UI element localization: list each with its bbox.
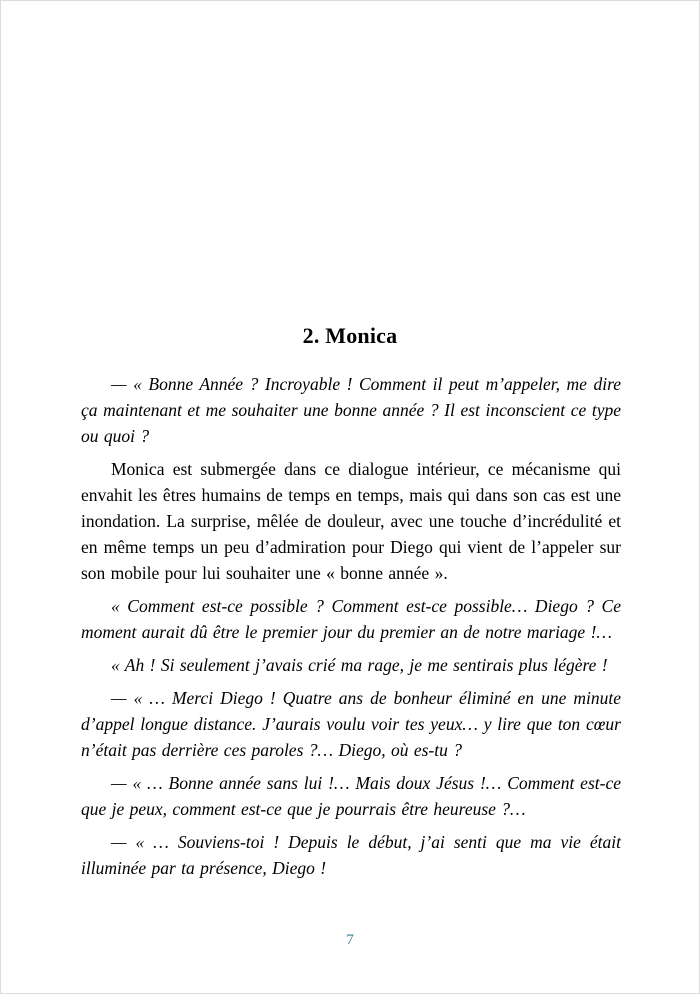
page-number: 7 <box>346 932 354 948</box>
chapter-title: 2. Monica <box>302 323 398 348</box>
paragraph-dialogue-3: « Ah ! Si seulement j’avais crié ma rage, je me sentirais plus légère ! <box>111 655 608 675</box>
paragraph-dialogue-5: — « … Bonne année sans lui !… Mais doux Jésus !… Comment est-ce que je peux, comment est-ce que je pourrais être heureuse ?… <box>81 773 621 819</box>
paragraph-dialogue-4: — « … Merci Diego ! Quatre ans de bonheur éliminé en une minute d’appel longue distance. J’aurais voulu voir tes yeux… y lire que ton cœur n’était pas derrière ces paroles ?… Diego, où es-tu ? <box>81 688 621 760</box>
paragraph-dialogue-1: — « Bonne Année ? Incroyable ! Comment il peut m’appeler, me dire ça maintenant et me souhaiter une bonne année ? Il est inconscient ce type ou quoi ? <box>81 374 621 446</box>
paragraph-narration: Monica est submergée dans ce dialogue intérieur, ce mécanisme qui envahit les êtres humains de temps en temps, mais qui dans son cas est une inondation. La surprise, mêlée de douleur, avec une touche d’incrédulité et en même temps un peu d’admiration pour Diego qui vient de l’appeler sur son mobile pour lui souhaiter une « bonne année ». <box>81 459 621 583</box>
paragraph-dialogue-6: — « … Souviens-toi ! Depuis le début, j’ai senti que ma vie était illuminée par ta présence, Diego ! <box>81 832 621 878</box>
paragraph-dialogue-2: « Comment est-ce possible ? Comment est-ce possible… Diego ? Ce moment aurait dû être le premier jour du premier an de notre mariage !… <box>81 596 621 642</box>
text-block <box>81 371 621 881</box>
